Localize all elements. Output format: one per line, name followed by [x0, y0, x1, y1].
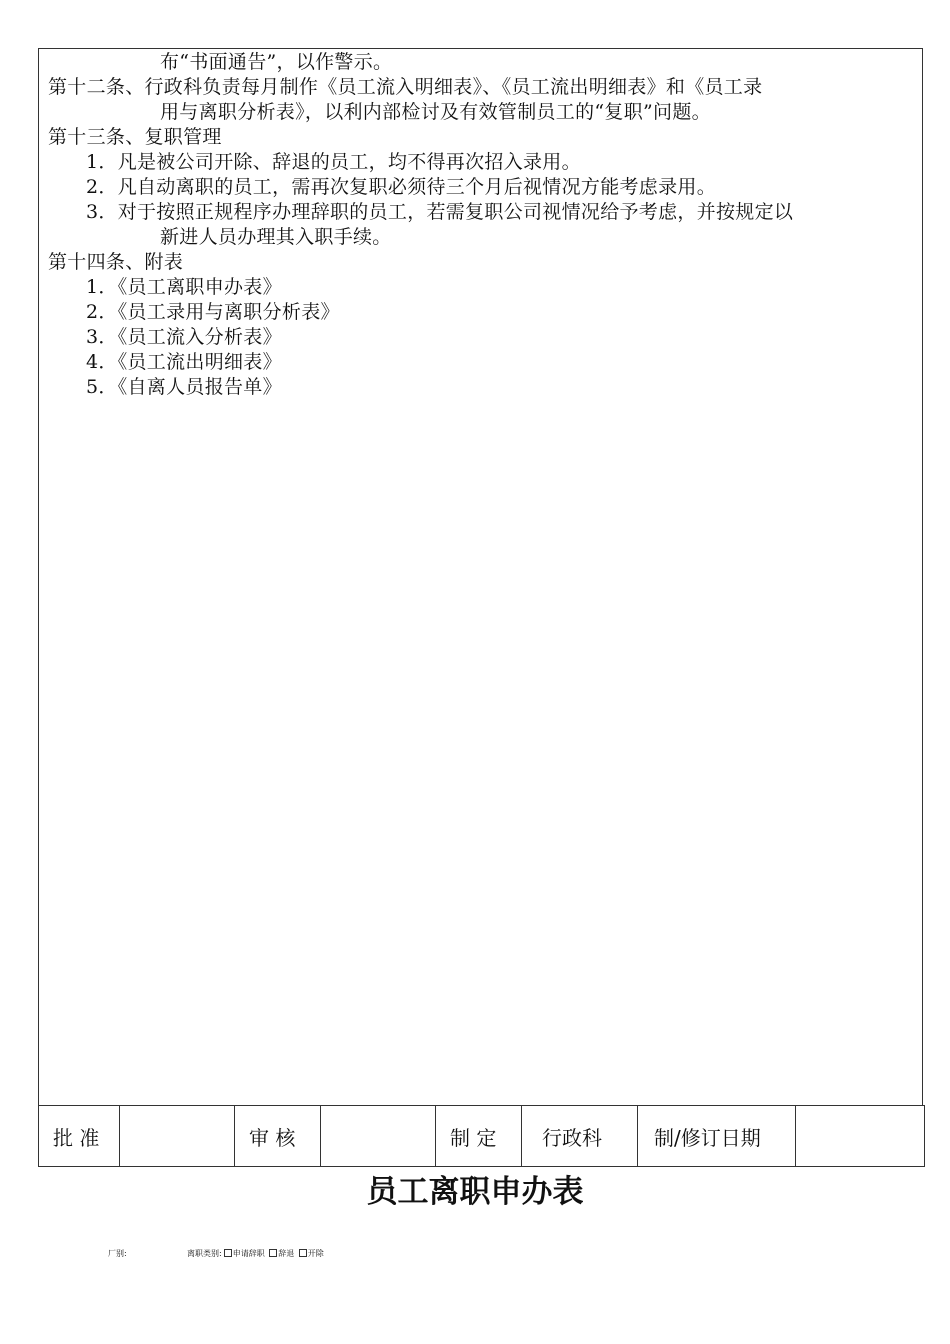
revision-date-label: 制/修订日期 [638, 1106, 796, 1167]
checkbox-resign[interactable] [224, 1249, 232, 1257]
leave-type-row [187, 1248, 324, 1260]
list-item: 1．凡是被公司开除、辞退的员工，均不得再次招入录用。 [86, 151, 581, 173]
prepare-value[interactable]: 行政科 [522, 1106, 638, 1167]
list-item: 2．《员工录用与离职分析表》 [86, 301, 340, 323]
checkbox-expel[interactable] [299, 1249, 307, 1257]
checkbox-dismiss[interactable] [269, 1249, 277, 1257]
leave-type-label: 离职类别: [187, 1249, 222, 1258]
list-item: 4．《员工流出明细表》 [86, 351, 282, 373]
review-label: 审 核 [235, 1106, 321, 1167]
option-expel: 开除 [307, 1249, 324, 1258]
option-resign: 申请辞职 [232, 1249, 265, 1258]
list-item: 1．《员工离职申办表》 [86, 276, 282, 298]
body-line: 用与离职分析表》，以利内部检讨及有效管制员工的“复职”问题。 [160, 101, 711, 123]
body-line: 布“书面通告”，以作警示。 [160, 51, 393, 73]
list-item: 3．《员工流入分析表》 [86, 326, 282, 348]
list-item: 3．对于按照正规程序办理辞职的员工，若需复职公司视情况给予考虑，并按规定以 [86, 201, 794, 223]
factory-label: 厂别: [108, 1249, 127, 1258]
body-line: 第十二条、行政科负责每月制作《员工流入明细表》、《员工流出明细表》和《员工录 [48, 76, 763, 98]
revision-date-value[interactable] [796, 1106, 925, 1167]
approve-label: 批 准 [39, 1106, 120, 1167]
option-dismiss: 辞退 [278, 1249, 295, 1258]
signature-table [38, 1105, 925, 1167]
section-heading: 第十四条、附表 [48, 251, 184, 273]
prepare-label: 制 定 [436, 1106, 522, 1167]
list-item: 2．凡自动离职的员工，需再次复职必须待三个月后视情况方能考虑录用。 [86, 176, 716, 198]
approve-value[interactable] [120, 1106, 235, 1167]
form-title: 员工离职申办表 [366, 1174, 584, 1210]
review-value[interactable] [321, 1106, 436, 1167]
section-heading: 第十三条、复职管理 [48, 126, 222, 148]
list-item: 5．《自离人员报告单》 [86, 376, 282, 398]
body-line: 新进人员办理其入职手续。 [160, 226, 392, 248]
